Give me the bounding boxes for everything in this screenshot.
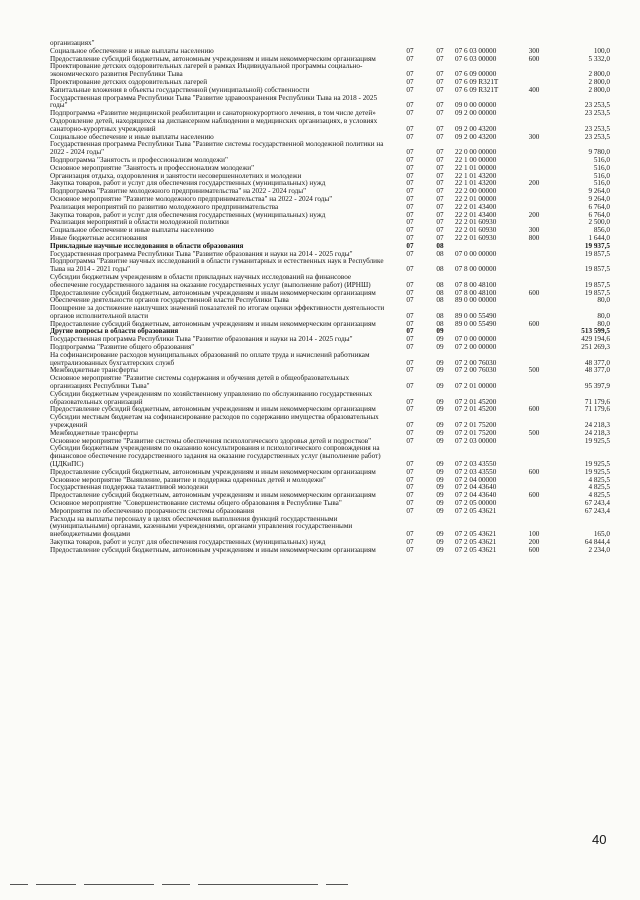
row-name: организациях"	[50, 39, 95, 47]
row-section-code: 07	[406, 335, 414, 344]
row-subsection-code: 08	[436, 280, 444, 289]
budget-table	[50, 40, 610, 555]
row-subsection-code: 07	[436, 109, 444, 118]
row-amount: 100,0	[593, 46, 610, 55]
table-row	[50, 391, 610, 407]
row-subsection-code: 09	[436, 538, 444, 546]
row-section-code: 07	[406, 101, 414, 110]
row-name: Основное мероприятие "Развитие молодежного предпринимательства" на 2022 - 2024 годы"	[50, 194, 333, 203]
row-target-article: 07 8 00 00000	[455, 265, 497, 274]
row-expense-type: 600	[528, 491, 540, 500]
row-section-code: 07	[406, 202, 414, 211]
row-section-code: 07	[406, 397, 414, 406]
row-amount: 9 780,0	[588, 148, 610, 157]
row-name: Основное мероприятие "Выявление, развитие и поддержка одаренных детей и молодежи"	[50, 475, 326, 484]
row-section-code: 07	[406, 171, 414, 180]
row-target-article: 22 2 01 60930	[455, 233, 497, 242]
row-expense-type: 200	[528, 538, 540, 546]
row-target-article: 07 2 03 43550	[455, 467, 497, 476]
row-section-code: 07	[406, 327, 414, 336]
row-name: Оздоровление детей, находящихся на диспансерном наблюдении в медицинских организациях, в условиях санаторно-курортных учреждений	[50, 116, 378, 133]
row-name: Государственная поддержка талантливой молодежи	[50, 483, 209, 492]
row-expense-type: 600	[528, 288, 540, 297]
row-target-article: 07 0 00 00000	[455, 249, 497, 258]
row-target-article: 07 2 04 43640	[455, 491, 497, 500]
row-section-code: 07	[406, 210, 414, 219]
row-name: Государственная программа Республики Тыва "Развитие образования и науки на 2014 - 2025 годы"	[50, 249, 353, 258]
row-name: Подпрограмма "Развитие молодежного предпринимательства" на 2022 - 2024 годы"	[50, 187, 307, 196]
row-name: Другие вопросы в области образования	[50, 327, 179, 336]
row-target-article: 07 2 05 43621	[455, 530, 497, 539]
row-amount: 856,0	[593, 226, 610, 235]
row-target-article: 07 8 00 48100	[455, 288, 497, 297]
row-name: Предоставление субсидий бюджетным, автономным учреждениям и иным некоммерческим организациям	[50, 405, 376, 414]
row-section-code: 07	[406, 124, 414, 133]
row-target-article: 07 2 01 45200	[455, 397, 497, 406]
row-amount: 513 599,5	[581, 327, 610, 336]
row-section-code: 07	[406, 530, 414, 539]
row-amount: 6 764,0	[588, 202, 610, 211]
row-target-article: 22 2 01 43400	[455, 202, 497, 211]
row-name: Иные бюджетные ассигнования	[50, 233, 148, 242]
row-expense-type: 300	[528, 132, 540, 141]
row-expense-type: 600	[528, 405, 540, 414]
row-expense-type: 300	[528, 46, 540, 55]
row-target-article: 07 2 00 00000	[455, 343, 497, 352]
row-target-article: 07 2 04 00000	[455, 475, 497, 484]
table-row	[50, 274, 610, 290]
row-section-code: 07	[406, 319, 414, 328]
row-amount: 1 644,0	[588, 233, 610, 242]
row-subsection-code: 07	[436, 179, 444, 188]
row-target-article: 22 2 01 00000	[455, 194, 497, 203]
row-amount: 23 253,5	[584, 109, 610, 118]
row-subsection-code: 09	[436, 358, 444, 367]
row-section-code: 07	[406, 249, 414, 258]
row-name: Закупка товаров, работ и услуг для обеспечения государственных (муниципальных) нужд	[50, 210, 326, 219]
row-target-article: 22 2 01 60930	[455, 218, 497, 227]
row-section-code: 07	[406, 70, 414, 79]
row-amount: 516,0	[593, 171, 610, 180]
row-section-code: 07	[406, 467, 414, 476]
row-target-article: 22 1 01 00000	[455, 163, 497, 172]
row-expense-type: 600	[528, 319, 540, 328]
row-amount: 4 825,5	[588, 475, 610, 484]
row-target-article: 22 2 01 43400	[455, 210, 497, 219]
row-section-code: 07	[406, 132, 414, 141]
row-section-code: 07	[406, 218, 414, 227]
row-name: Закупка товаров, работ и услуг для обеспечения государственных (муниципальных) нужд	[50, 538, 326, 546]
row-subsection-code: 07	[436, 46, 444, 55]
row-section-code: 07	[406, 405, 414, 414]
row-subsection-code: 09	[436, 460, 444, 469]
row-section-code: 07	[406, 428, 414, 437]
row-target-article: 07 6 03 00000	[455, 54, 497, 63]
row-name: Предоставление субсидий бюджетным, автономным учреждениям и иным некоммерческим организациям	[50, 54, 376, 63]
row-subsection-code: 07	[436, 187, 444, 196]
row-subsection-code: 07	[436, 171, 444, 180]
row-section-code: 07	[406, 280, 414, 289]
row-subsection-code: 07	[436, 70, 444, 79]
row-amount: 9 264,0	[588, 187, 610, 196]
row-expense-type: 500	[528, 428, 540, 437]
row-section-code: 07	[406, 54, 414, 63]
row-section-code: 07	[406, 343, 414, 352]
table-row	[50, 375, 610, 391]
row-amount: 516,0	[593, 179, 610, 188]
row-subsection-code: 08	[436, 265, 444, 274]
row-section-code: 07	[406, 194, 414, 203]
row-subsection-code: 08	[436, 288, 444, 297]
row-subsection-code: 09	[436, 483, 444, 492]
scan-edge-divider	[0, 884, 640, 890]
row-amount: 23 253,5	[584, 132, 610, 141]
row-subsection-code: 09	[436, 343, 444, 352]
row-section-code: 07	[406, 233, 414, 242]
row-subsection-code: 07	[436, 233, 444, 242]
row-amount: 5 332,0	[588, 54, 610, 63]
row-name: Основное мероприятие "Развитие системы обеспечения психологического здоровья детей и подростков"	[50, 436, 372, 445]
row-subsection-code: 08	[436, 319, 444, 328]
row-section-code: 07	[406, 311, 414, 320]
row-target-article: 22 1 00 00000	[455, 155, 497, 164]
row-section-code: 07	[406, 187, 414, 196]
row-amount: 67 243,4	[584, 499, 610, 508]
table-row	[50, 445, 610, 468]
row-amount: 19 857,5	[584, 288, 610, 297]
row-target-article: 07 2 01 00000	[455, 382, 497, 391]
table-row	[50, 352, 610, 368]
row-name: Государственная программа Республики Тыва "Развитие образования и науки на 2014 - 2025 годы"	[50, 335, 353, 344]
row-name: Реализация мероприятий по развитию молодежного предпринимательства	[50, 202, 279, 211]
row-expense-type: 200	[528, 210, 540, 219]
row-name: Подпрограмма "Развитие общего образования"	[50, 343, 195, 352]
row-section-code: 07	[406, 241, 414, 250]
row-section-code: 07	[406, 538, 414, 546]
row-name: Подпрограмма "Занятость и профессионализм молодежи"	[50, 155, 228, 164]
row-section-code: 07	[406, 460, 414, 469]
row-target-article: 07 2 05 00000	[455, 499, 497, 508]
row-section-code: 07	[406, 155, 414, 164]
row-target-article: 09 2 00 43200	[455, 132, 497, 141]
row-amount: 19 925,5	[584, 467, 610, 476]
row-target-article: 07 2 00 76030	[455, 366, 497, 375]
row-amount: 2 800,0	[588, 77, 610, 86]
row-amount: 165,0	[593, 530, 610, 539]
row-subsection-code: 07	[436, 202, 444, 211]
row-expense-type: 200	[528, 179, 540, 188]
row-target-article: 07 6 09 R321T	[455, 85, 499, 94]
row-subsection-code: 08	[436, 249, 444, 258]
row-expense-type: 300	[528, 226, 540, 235]
row-section-code: 07	[406, 475, 414, 484]
row-section-code: 07	[406, 296, 414, 305]
row-expense-type: 500	[528, 366, 540, 375]
row-target-article: 07 2 03 43550	[455, 460, 497, 469]
row-amount: 24 218,3	[584, 421, 610, 430]
row-name: Основное мероприятие "Совершенствование системы общего образования в Республике Тыва"	[50, 499, 342, 508]
row-name: Закупка товаров, работ и услуг для обеспечения государственных (муниципальных) нужд	[50, 179, 326, 188]
row-name: Межбюджетные трансферты	[50, 428, 138, 437]
row-subsection-code: 09	[436, 397, 444, 406]
row-name: Социальное обеспечение и иные выплаты населению	[50, 46, 214, 55]
row-name: Субсидии местным бюджетам на софинансирование расходов по содержанию имущества образовательных учреждений	[50, 413, 379, 430]
row-section-code: 07	[406, 265, 414, 274]
row-amount: 2 234,0	[588, 545, 610, 554]
row-target-article: 07 2 04 43640	[455, 483, 497, 492]
row-subsection-code: 09	[436, 499, 444, 508]
table-row	[50, 141, 610, 157]
row-target-article: 07 6 09 00000	[455, 70, 497, 79]
row-subsection-code: 07	[436, 210, 444, 219]
row-section-code: 07	[406, 506, 414, 515]
row-expense-type: 800	[528, 233, 540, 242]
row-subsection-code: 07	[436, 101, 444, 110]
row-target-article: 22 2 00 00000	[455, 187, 497, 196]
row-amount: 19 925,5	[584, 436, 610, 445]
row-subsection-code: 07	[436, 226, 444, 235]
table-row	[50, 63, 610, 79]
row-subsection-code: 07	[436, 77, 444, 86]
row-amount: 251 269,3	[581, 343, 610, 352]
row-target-article: 07 2 05 43621	[455, 545, 497, 554]
row-subsection-code: 07	[436, 85, 444, 94]
row-name: Субсидии бюджетным учреждениям по хозяйственному управлению по обслуживанию государственных образовательных организаций	[50, 389, 373, 406]
row-name: Межбюджетные трансферты	[50, 366, 138, 375]
row-amount: 80,0	[597, 311, 610, 320]
row-amount: 80,0	[597, 319, 610, 328]
row-target-article: 89 0 00 55490	[455, 319, 497, 328]
row-section-code: 07	[406, 499, 414, 508]
row-name: Прикладные научные исследования в области образования	[50, 241, 244, 250]
row-amount: 2 800,0	[588, 70, 610, 79]
row-amount: 2 800,0	[588, 85, 610, 94]
table-row	[50, 414, 610, 430]
row-amount: 48 377,0	[584, 366, 610, 375]
row-amount: 24 218,3	[584, 428, 610, 437]
row-name: Подпрограмма "Развитие научных исследований в области гуманитарных и естественных наук в Республике Тыва на 2014 - 2021 годы"	[50, 257, 384, 274]
row-amount: 23 253,5	[584, 101, 610, 110]
row-name: Предоставление субсидий бюджетным, автономным учреждениям и иным некоммерческим организациям	[50, 319, 376, 328]
row-amount: 516,0	[593, 163, 610, 172]
row-name: Капитальные вложения в объекты государственной (муниципальной) собственности	[50, 85, 310, 94]
row-subsection-code: 08	[436, 311, 444, 320]
row-subsection-code: 07	[436, 148, 444, 157]
row-section-code: 07	[406, 483, 414, 492]
row-name: Расходы на выплаты персоналу в целях обеспечения выполнения функций государственными (муниципальными) органами, казенными учреждениями, органами управления государственными внебюджетными фондами	[50, 514, 353, 539]
row-section-code: 07	[406, 366, 414, 375]
row-amount: 19 857,5	[584, 280, 610, 289]
row-expense-type: 600	[528, 545, 540, 554]
row-name: Мероприятия по обеспечению прозрачности системы образования	[50, 506, 255, 515]
row-name: Основное мероприятие "Занятость и профессионализм молодежи"	[50, 163, 255, 172]
row-target-article: 07 6 03 00000	[455, 46, 497, 55]
row-subsection-code: 09	[436, 428, 444, 437]
row-target-article: 07 2 01 45200	[455, 405, 497, 414]
row-subsection-code: 09	[436, 366, 444, 375]
row-name: Проектирование детских оздоровительных лагерей	[50, 77, 208, 86]
row-amount: 19 857,5	[584, 249, 610, 258]
row-subsection-code: 09	[436, 382, 444, 391]
row-name: Субсидии бюджетным учреждениям по оказанию консультирования и психологического сопровождения на финансовое обеспечение государственного задания на оказание государственных услуг (выполнение работ) (ЦДКиПС)	[50, 444, 381, 469]
row-subsection-code: 09	[436, 436, 444, 445]
row-name: Подпрограмма «Развитие медицинской реабилитации и санаторнокурортного лечения, в том числе детей»	[50, 109, 376, 118]
row-subsection-code: 09	[436, 491, 444, 500]
row-target-article: 09 2 00 00000	[455, 109, 497, 118]
row-name: Организация отдыха, оздоровления и занятости несовершеннолетних и молодежи	[50, 171, 302, 180]
row-subsection-code: 07	[436, 155, 444, 164]
row-name: Поощрение за достижение наилучших значений показателей по итогам оценки эффективности деятельности органов исполнительной власти	[50, 304, 385, 320]
row-subsection-code: 09	[436, 475, 444, 484]
row-subsection-code: 09	[436, 467, 444, 476]
row-name: Социальное обеспечение и иные выплаты населению	[50, 132, 214, 141]
row-target-article: 09 0 00 00000	[455, 101, 497, 110]
row-target-article: 07 2 00 76030	[455, 358, 497, 367]
row-subsection-code: 07	[436, 132, 444, 141]
row-target-article: 22 1 01 43200	[455, 171, 497, 180]
row-amount: 23 253,5	[584, 124, 610, 133]
row-amount: 6 764,0	[588, 210, 610, 219]
row-target-article: 07 2 05 43621	[455, 506, 497, 515]
table-row	[50, 516, 610, 539]
row-name: На софинансирование расходов муниципальных образований по оплате труда и начислений работникам централизованных бухгалтерских служб	[50, 350, 370, 367]
row-amount: 19 857,5	[584, 265, 610, 274]
row-subsection-code: 09	[436, 530, 444, 539]
row-subsection-code: 09	[436, 335, 444, 344]
row-section-code: 07	[406, 148, 414, 157]
row-section-code: 07	[406, 545, 414, 554]
row-name: Обеспечение деятельности органов государственной власти Республики Тыва	[50, 296, 289, 305]
row-target-article: 89 0 00 55490	[455, 311, 497, 320]
row-section-code: 07	[406, 77, 414, 86]
row-target-article: 22 2 01 60930	[455, 226, 497, 235]
row-amount: 80,0	[597, 296, 610, 305]
table-row	[50, 95, 610, 111]
row-amount: 19 937,5	[584, 241, 610, 250]
row-amount: 48 377,0	[584, 358, 610, 367]
row-name: Предоставление субсидий бюджетным, автономным учреждениям и иным некоммерческим организациям	[50, 288, 376, 297]
row-subsection-code: 09	[436, 421, 444, 430]
row-amount: 2 500,0	[588, 218, 610, 227]
row-name: Основное мероприятие "Развитие системы содержания и обучения детей в общеобразовательных организациях Республики Тыва"	[50, 374, 350, 391]
row-name: Социальное обеспечение и иные выплаты населению	[50, 226, 214, 235]
row-subsection-code: 07	[436, 124, 444, 133]
row-amount: 71 179,6	[584, 405, 610, 414]
row-target-article: 07 2 01 75200	[455, 421, 497, 430]
row-expense-type: 600	[528, 54, 540, 63]
row-target-article: 07 2 01 75200	[455, 428, 497, 437]
row-amount: 4 825,5	[588, 483, 610, 492]
row-subsection-code: 07	[436, 163, 444, 172]
row-amount: 9 264,0	[588, 194, 610, 203]
row-amount: 67 243,4	[584, 506, 610, 515]
row-target-article: 89 0 00 00000	[455, 296, 497, 305]
row-subsection-code: 07	[436, 218, 444, 227]
row-amount: 429 194,6	[581, 335, 610, 344]
table-row	[50, 118, 610, 134]
row-section-code: 07	[406, 46, 414, 55]
row-section-code: 07	[406, 109, 414, 118]
row-name: Проектирование детских оздоровительных лагерей в рамках Индивидуальной программы социально-экономического развития Республики Тыва	[50, 62, 363, 79]
row-name: Государственная программа Республики Тыва "Развитие здравоохранения Республики Тыва на 2018 - 2025 годы"	[50, 93, 378, 110]
row-target-article: 07 8 00 48100	[455, 280, 497, 289]
row-section-code: 07	[406, 163, 414, 172]
row-expense-type: 600	[528, 467, 540, 476]
row-name: Предоставление субсидий бюджетным, автономным учреждениям и иным некоммерческим организациям	[50, 545, 376, 554]
row-amount: 4 825,5	[588, 491, 610, 500]
row-section-code: 07	[406, 288, 414, 297]
row-subsection-code: 07	[436, 54, 444, 63]
row-subsection-code: 07	[436, 194, 444, 203]
table-row	[50, 258, 610, 274]
row-name: Субсидии бюджетным учреждениям в области прикладных научных исследований на финансовое обеспечение государственного задания на оказание государственных услуг (выполнение работ) (ИРНШ)	[50, 272, 371, 289]
row-expense-type: 400	[528, 85, 540, 94]
row-subsection-code: 08	[436, 296, 444, 305]
table-row	[50, 547, 610, 555]
row-section-code: 07	[406, 226, 414, 235]
row-section-code: 07	[406, 358, 414, 367]
row-section-code: 07	[406, 421, 414, 430]
row-amount: 19 925,5	[584, 460, 610, 469]
row-section-code: 07	[406, 382, 414, 391]
row-section-code: 07	[406, 491, 414, 500]
row-target-article: 07 6 09 R321T	[455, 77, 499, 86]
row-name: Государственная программа Республики Тыва "Развитие системы государственной молодежной политики на 2022 - 2024 годы"	[50, 140, 384, 157]
row-section-code: 07	[406, 436, 414, 445]
row-target-article: 09 2 00 43200	[455, 124, 497, 133]
row-subsection-code: 09	[436, 506, 444, 515]
row-subsection-code: 09	[436, 405, 444, 414]
row-target-article: 07 2 05 43621	[455, 538, 497, 546]
row-amount: 95 397,9	[584, 382, 610, 391]
row-amount: 64 844,4	[584, 538, 610, 546]
row-expense-type: 100	[528, 530, 540, 539]
row-target-article: 22 1 01 43200	[455, 179, 497, 188]
row-subsection-code: 09	[436, 327, 444, 336]
row-section-code: 07	[406, 179, 414, 188]
row-name: Предоставление субсидий бюджетным, автономным учреждениям и иным некоммерческим организациям	[50, 467, 376, 476]
row-name: Предоставление субсидий бюджетным, автономным учреждениям и иным некоммерческим организациям	[50, 491, 376, 500]
row-target-article: 07 0 00 00000	[455, 335, 497, 344]
row-section-code: 07	[406, 85, 414, 94]
page-number: 40	[592, 832, 607, 847]
row-subsection-code: 08	[436, 241, 444, 250]
row-amount: 71 179,6	[584, 397, 610, 406]
row-name: Реализация мероприятий в области молодежной политики	[50, 218, 229, 227]
row-subsection-code: 09	[436, 545, 444, 554]
row-target-article: 22 0 00 00000	[455, 148, 497, 157]
row-amount: 516,0	[593, 155, 610, 164]
table-row	[50, 305, 610, 321]
row-target-article: 07 2 03 00000	[455, 436, 497, 445]
